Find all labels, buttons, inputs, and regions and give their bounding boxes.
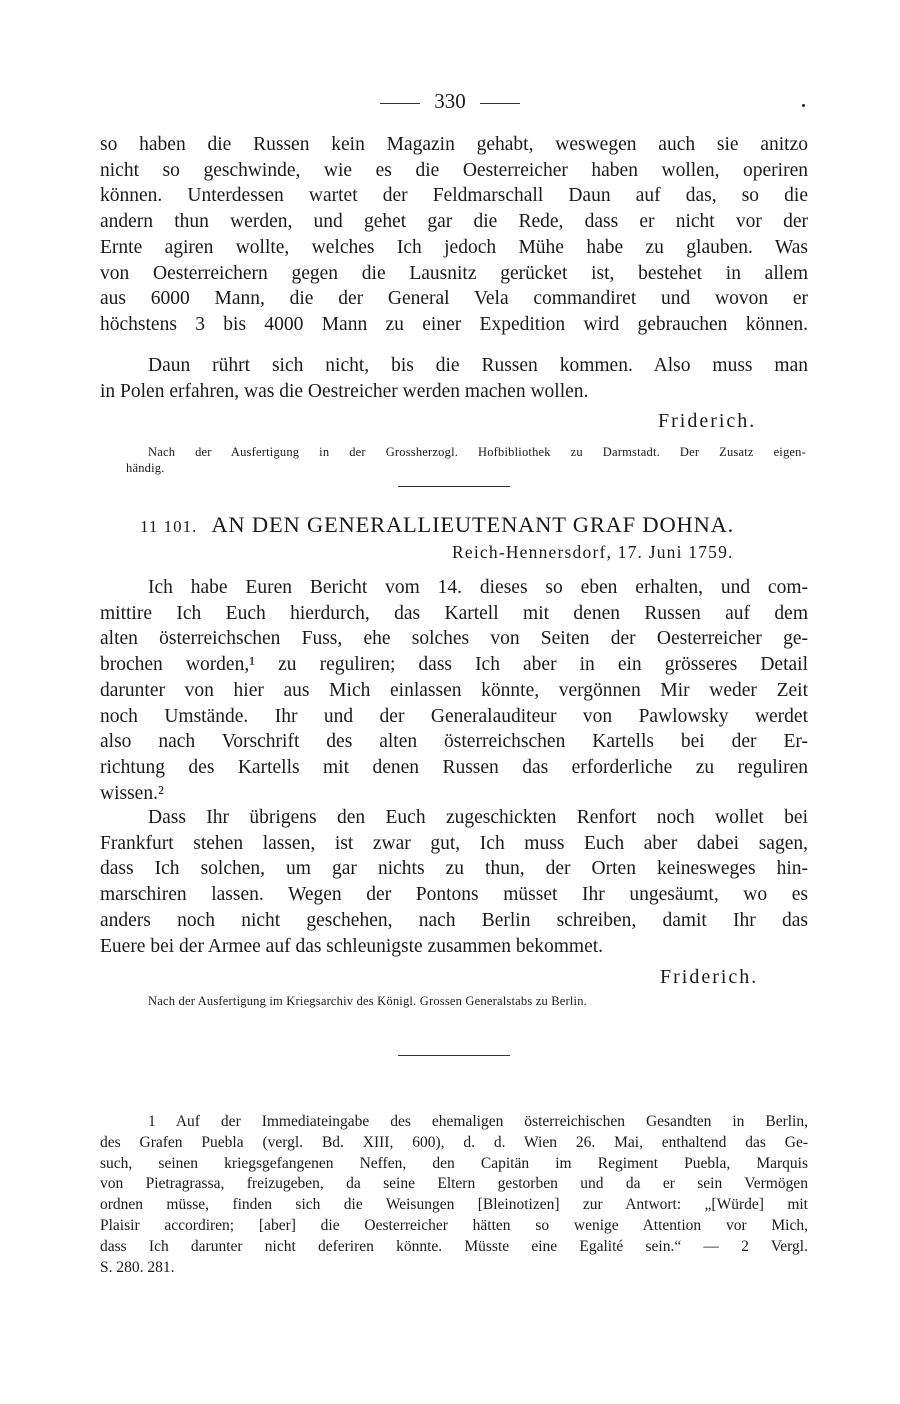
footnote-line: dass Ich darunter nicht deferiren könnte. Müsste eine Egalité sein.“ — 2 Vergl. [100,1237,808,1255]
header-dash-left [380,103,420,104]
text-line: so haben die Russen kein Magazin gehabt, weswegen auch sie anitzo [100,134,808,155]
text-line: Daun rührt sich nicht, bis die Russen kommen. Also muss man [148,355,808,376]
text-line: also nach Vorschrift des alten österreichschen Kartells bei der Er- [100,731,808,753]
footnote-line: 1 Auf der Immediateingabe des ehemaligen österreichischen Gesandten in Berlin, [148,1113,808,1130]
header-dash-right [480,103,520,104]
letter-number: 11 101. [140,517,198,536]
text-line: darunter von hier aus Mich einlassen könnte, vergönnen Mir weder Zeit [100,679,808,701]
source-note-line: Nach der Ausfertigung in der Grossherzogl. Hofbibliothek zu Darmstadt. Der Zusatz eigen- [148,445,806,459]
text-line: marschiren lassen. Wegen der Pontons müsset Ihr ungesäumt, wo es [100,884,808,906]
text-line: Ich habe Euren Bericht vom 14. dieses so eben erhalten, und com- [148,577,808,598]
footnote-line: von Pietragrassa, freizugeben, da seine Eltern gestorben und da er sein Vermögen [100,1175,808,1193]
footnote-divider [398,1055,510,1056]
signature-1: Friderich. [658,410,757,432]
source-note-2: Nach der Ausfertigung im Kriegsarchiv des Königl. Grossen Generalstabs zu Berlin. [148,994,588,1008]
source-note-1 [126,444,806,476]
letter-title: AN DEN GENERALLIEUTENANT GRAF DOHNA. [211,512,735,537]
footnote-line: S. 280. 281. [100,1258,175,1276]
text-line: wissen.² [100,782,164,804]
text-line: aus 6000 Mann, die der General Vela commandiret und wovon er [100,288,808,310]
letter-heading [140,512,800,538]
source-note-line: händig. [126,461,165,475]
text-line: in Polen erfahren, was die Oestreicher werden machen wollen. [100,380,589,402]
paragraph-3 [100,575,808,806]
printing-speck [802,104,805,107]
text-line: höchstens 3 bis 4000 Mann zu einer Expedition wird gebrauchen können. [100,313,808,335]
footnote-line: Plaisir accordiren; [aber] die Oesterreicher hätten so wenige Attention vor Mich, [100,1216,808,1234]
text-line: Frankfurt stehen lassen, ist zwar gut, Ich muss Euch aber dabei sagen, [100,832,808,854]
text-line: alten österreichschen Fuss, ehe solches von Seiten der Oesterreicher ge- [100,628,808,650]
footnote-line: des Grafen Puebla (vergl. Bd. XIII, 600), d. d. Wien 26. Mai, enthaltend das Ge- [100,1133,808,1151]
text-line: richtung des Kartells mit denen Russen das erforderliche zu reguliren [100,756,808,778]
text-line: Euere bei der Armee auf das schleunigste zusammen bekommet. [100,935,604,957]
text-line: noch Umstände. Ihr und der Generalauditeur von Pawlowsky werdet [100,705,808,727]
footnote-line: such, seinen kriegsgefangenen Neffen, den Capitän im Regiment Puebla, Marquis [100,1154,808,1172]
footnote-line: ordnen müsse, finden sich die Weisungen [Bleinotizen] zur Antwort: „[Würde] mit [100,1196,808,1214]
page-number: 330 [434,89,466,113]
text-line: anders noch nicht geschehen, nach Berlin schreiben, damit Ihr das [100,909,808,931]
paragraph-1 [100,132,808,338]
text-line: mittire Ich Euch hierdurch, das Kartell mit denen Russen auf dem [100,602,808,624]
paragraph-2 [100,353,808,404]
text-line: Dass Ihr übrigens den Euch zugeschickten Renfort noch wollet bei [148,807,808,828]
signature-2: Friderich. [660,966,759,988]
text-line: von Oesterreichern gegen die Lausnitz gerücket ist, bestehet in allem [100,262,808,284]
text-line: brochen worden,¹ zu reguliren; dass Ich aber in ein grösseres Detail [100,654,808,676]
text-line: nicht so geschwinde, wie es die Oesterreicher haben wollen, operiren [100,159,808,181]
page-header [0,86,900,116]
text-line: Ernte agiren wollte, welches Ich jedoch Mühe habe zu glauben. Was [100,236,808,258]
text-line: andern thun werden, und gehet gar die Rede, dass er nicht vor der [100,211,808,233]
dateline: Reich-Hennersdorf, 17. Juni 1759. [452,542,734,562]
text-line: dass Ich solchen, um gar nichts zu thun, der Orten keinesweges hin- [100,858,808,880]
paragraph-4 [100,805,808,959]
section-divider [398,486,510,487]
text-line: können. Unterdessen wartet der Feldmarschall Daun auf das, so die [100,185,808,207]
footnote [100,1112,808,1278]
